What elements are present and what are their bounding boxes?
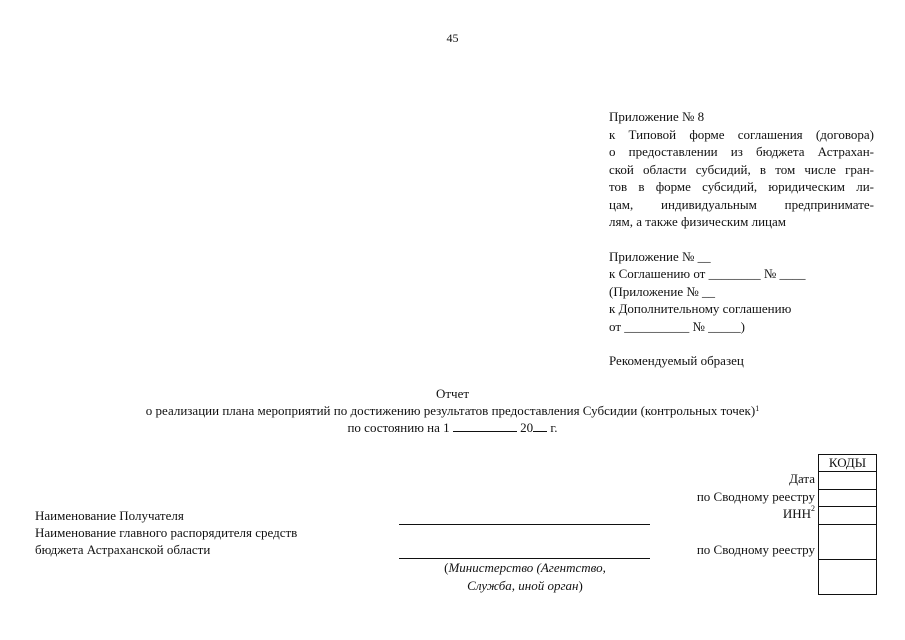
report-title: Отчет [435,386,470,401]
date-label: Дата [789,471,815,486]
report-subtitle: о реализации плана мероприятий по достижению результатов предоставления Субсидии (контрольных точек)$^1$ [145,403,760,418]
appendix-line: лям, а также физическим лицам [609,214,786,229]
appendix-line: ской области субсидий, в том числе гран- [609,161,874,177]
inn-label: ИНН$^2$ [782,504,815,521]
code-cell-registry-2[interactable] [819,525,877,560]
codes-header: КОДЫ [819,455,877,472]
recommended-sample: Рекомендуемый образец [609,353,744,368]
recipient-name-line [399,524,650,525]
attachment-line: от __________ № _____) [609,318,745,334]
attachment-line: к Дополнительному соглашению [609,301,792,316]
footnote-marker: 1 [755,404,760,413]
appendix-line: цам, индивидуальным предпринимате- [609,196,874,212]
attachment-line: к Соглашению от ________ № ____ [609,266,806,281]
recipient-name-label: Наименование Получателя [35,508,184,523]
report-title-block [0,385,905,436]
report-date: по состоянию на 1 20 г. [347,420,558,435]
registry-label-2: по Сводному реестру [696,542,815,557]
date-blank [453,419,517,432]
appendix-line: о предоставлении из бюджета Астрахан- [609,144,874,159]
gov-manager-label-1: Наименование главного распорядителя средств [35,525,298,540]
code-cell-empty[interactable] [819,560,877,595]
appendix-line: тов в форме субсидий, юридическим ли- [609,179,874,194]
page-number: 45 [446,31,459,45]
year-blank [533,419,547,432]
code-cell-inn[interactable] [819,507,877,525]
code-cell-registry-1[interactable] [819,490,877,507]
registry-label-1: по Сводному реестру [696,489,815,504]
attachment-line: Приложение № __ [609,248,711,264]
appendix-header [609,108,874,370]
gov-manager-label-2: бюджета Астраханской области [35,542,211,557]
field-labels [35,507,297,558]
appendix-line: к Типовой форме соглашения (договора) [609,126,874,142]
attachment-line: (Приложение № __ [609,283,716,299]
code-cell-date[interactable] [819,472,877,490]
ministry-note: (Министерство (Агентство, Служба, иной орган) [444,560,606,593]
appendix-number: Приложение № 8 [609,109,705,124]
codes-table [818,454,877,595]
